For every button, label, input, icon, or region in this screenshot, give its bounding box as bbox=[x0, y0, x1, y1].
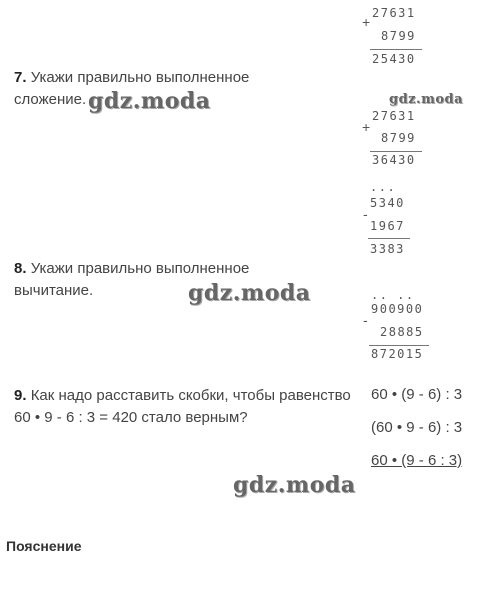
sum-result: 25430 bbox=[372, 52, 416, 66]
addend-1: 27631 bbox=[372, 6, 416, 20]
addend-2: 8799 bbox=[381, 131, 416, 145]
plus-sign: + bbox=[362, 14, 371, 30]
question-7-text: Укажи правильно выполненное сложение. bbox=[14, 69, 250, 108]
question-8-number: 8. bbox=[14, 260, 27, 277]
question-9-number: 9. bbox=[14, 387, 27, 404]
minuend: 900900 bbox=[371, 302, 424, 316]
subtrahend: 1967 bbox=[370, 219, 405, 233]
addition-option-2[interactable] bbox=[362, 105, 422, 173]
difference-result: 3383 bbox=[370, 242, 405, 256]
sum-line bbox=[370, 49, 422, 50]
difference-line bbox=[368, 238, 410, 239]
plus-sign: + bbox=[362, 119, 371, 135]
question-9-text: Как надо расставить скобки, чтобы равенство 60 • 9 - 6 : 3 = 420 стало верным? bbox=[14, 387, 351, 426]
question-9 bbox=[14, 385, 359, 429]
bracket-option-1[interactable]: 60 • (9 - 6) : 3 bbox=[371, 386, 463, 403]
borrow-dots: .. .. bbox=[371, 288, 415, 302]
minus-sign: - bbox=[363, 206, 368, 222]
subtraction-option-2[interactable] bbox=[362, 288, 432, 364]
addend-2: 8799 bbox=[381, 29, 416, 43]
bracket-option-2[interactable]: (60 • 9 - 6) : 3 bbox=[371, 419, 463, 436]
bracket-option-3[interactable]: 60 • (9 - 6 : 3) bbox=[371, 452, 463, 469]
watermark: gdz.moda bbox=[233, 472, 356, 498]
subtrahend: 28885 bbox=[380, 325, 424, 339]
borrow-dots: ... bbox=[370, 180, 397, 194]
watermark: gdz.moda bbox=[88, 88, 211, 114]
difference-line bbox=[369, 345, 429, 346]
watermark-small: gdz.moda bbox=[389, 92, 464, 107]
watermark: gdz.moda bbox=[188, 280, 311, 306]
minuend: 5340 bbox=[370, 196, 405, 210]
question-7-number: 7. bbox=[14, 69, 27, 86]
explanation-title: Пояснение bbox=[6, 538, 82, 554]
addend-1: 27631 bbox=[372, 109, 416, 123]
question-8-text: Укажи правильно выполненное вычитание. bbox=[14, 260, 250, 299]
sum-result: 36430 bbox=[372, 153, 416, 167]
subtraction-option-1[interactable] bbox=[362, 180, 422, 260]
minus-sign: - bbox=[363, 312, 368, 328]
sum-line bbox=[370, 151, 422, 152]
addition-option-1[interactable] bbox=[362, 0, 422, 72]
difference-result: 872015 bbox=[371, 347, 424, 361]
